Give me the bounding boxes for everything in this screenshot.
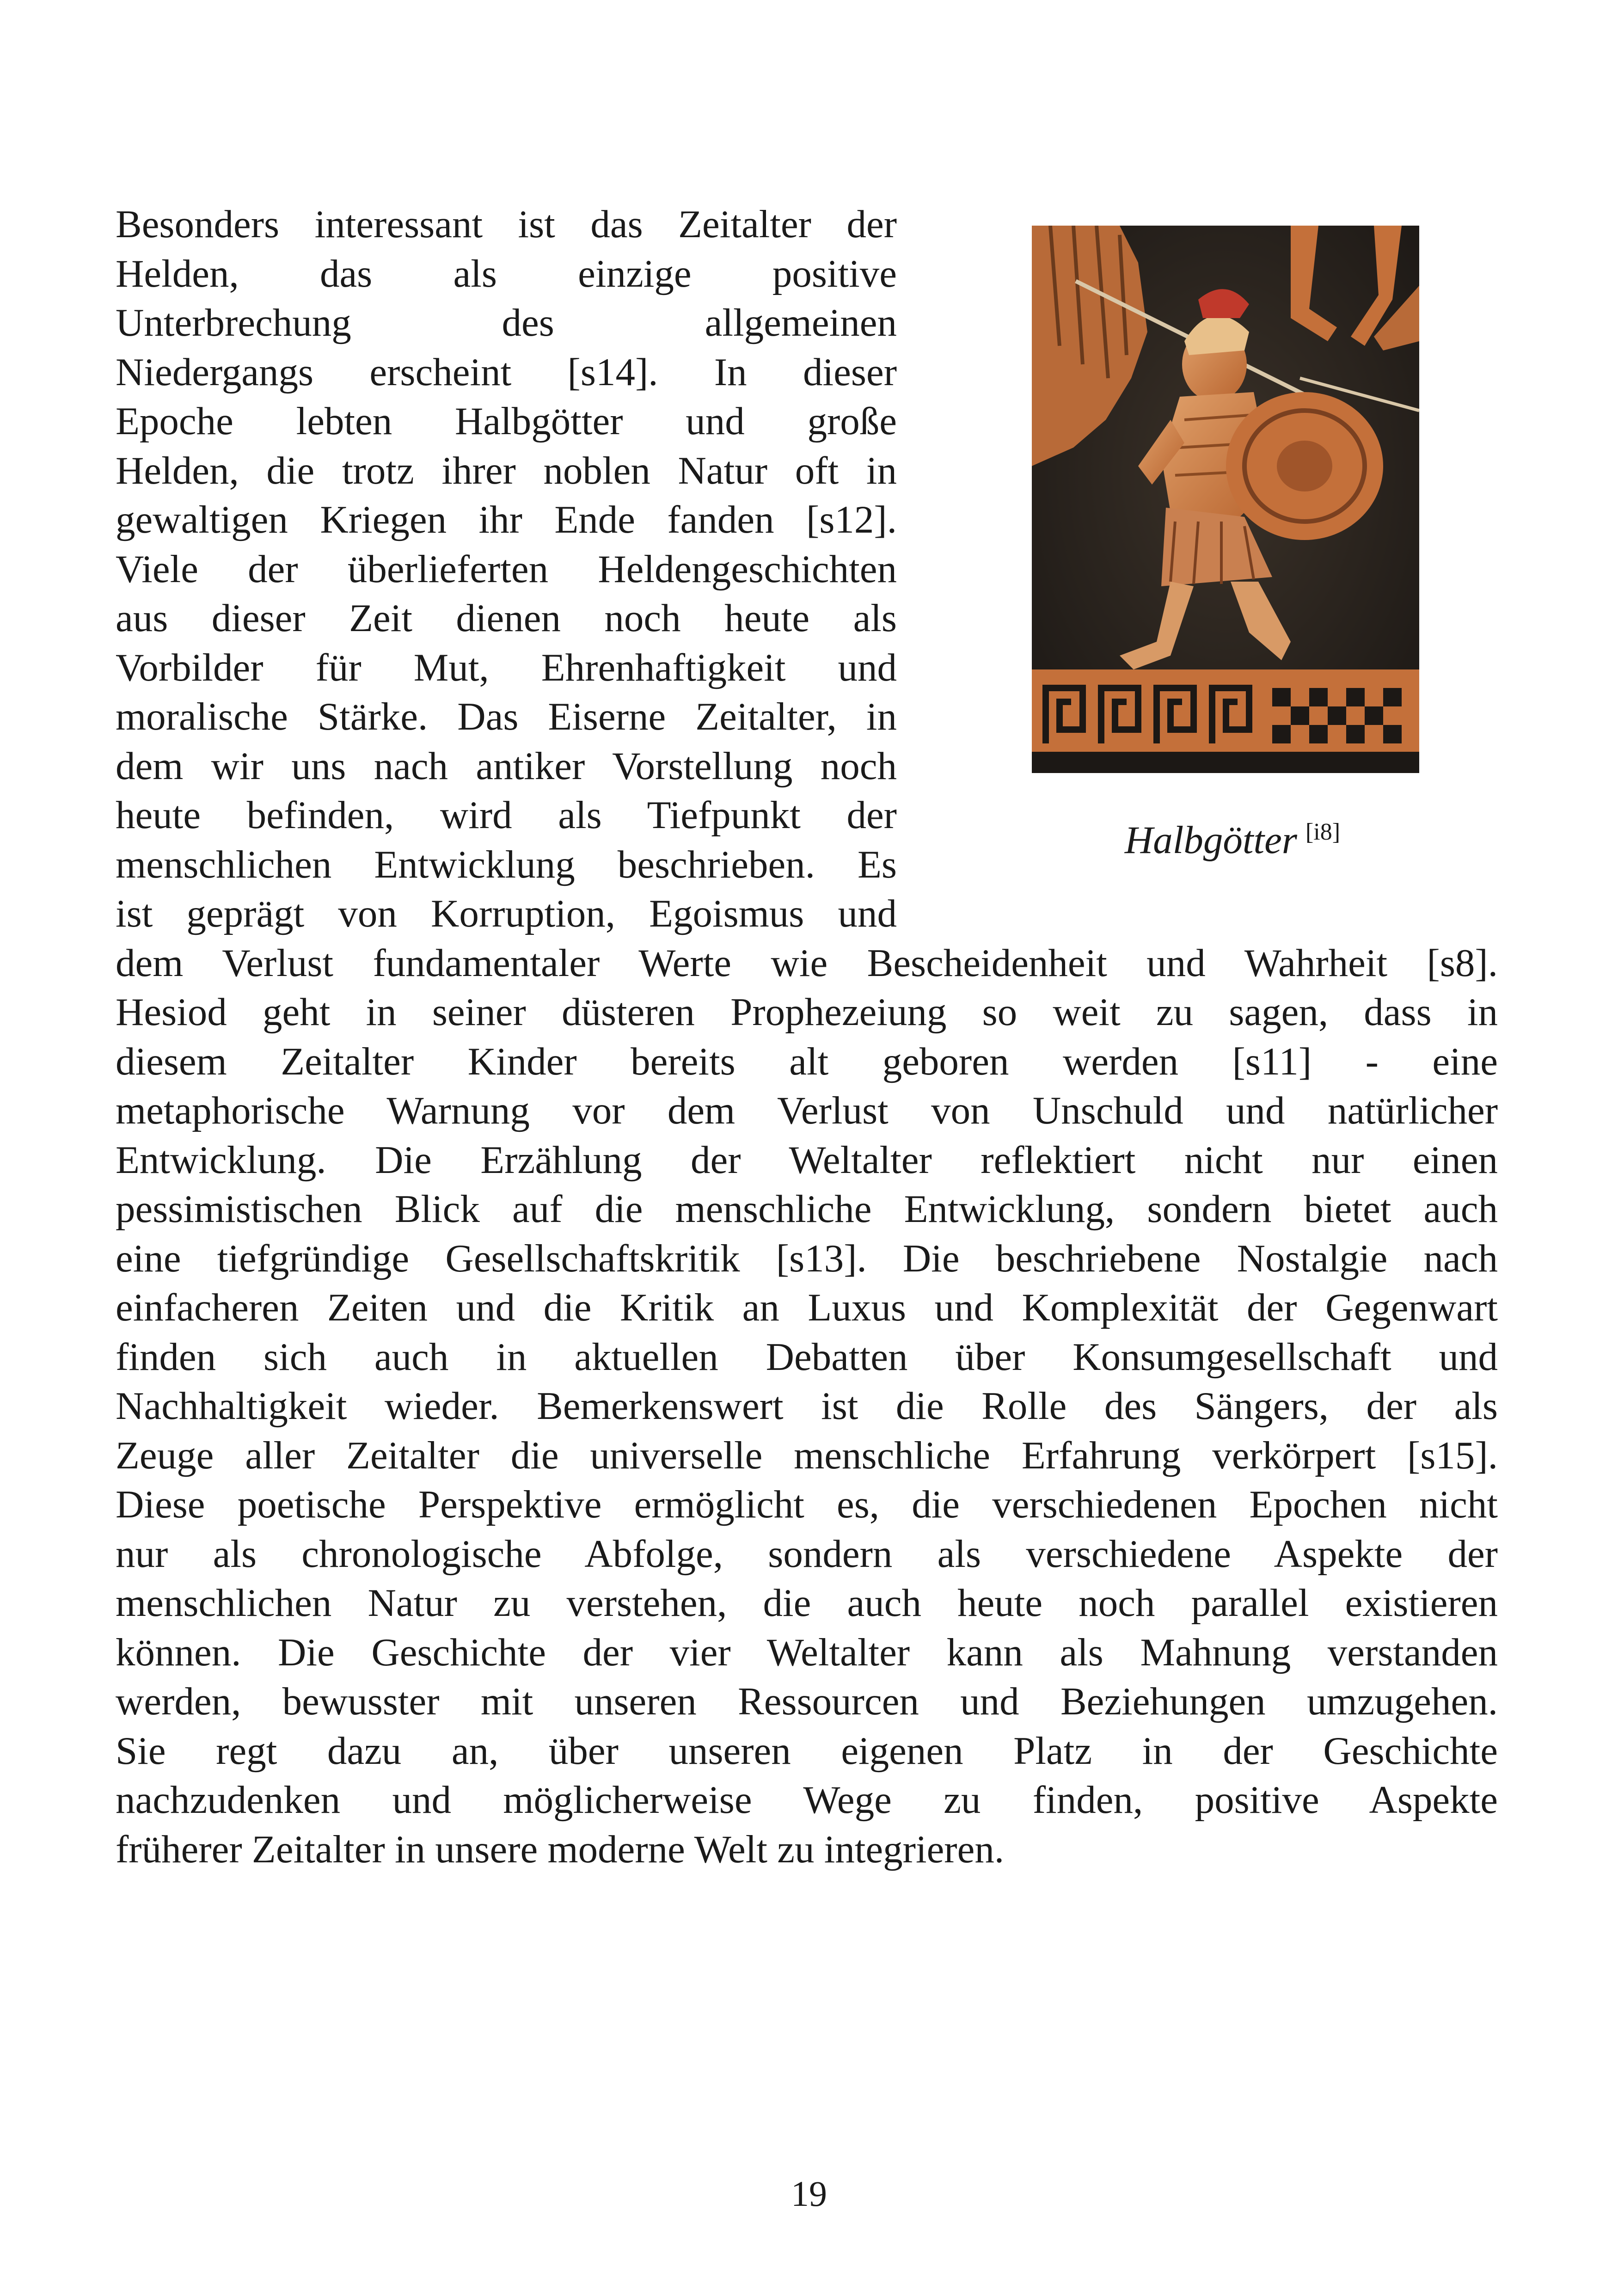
body-line: früherer Zeitalter in unsere moderne Welt zu integrieren. [116, 1827, 1005, 1871]
greek-vase-painting-warrior-icon [1032, 226, 1419, 773]
body-line: ist geprägt von Korruption, Egoismus und [116, 892, 897, 935]
body-line: moralische Stärke. Das Eiserne Zeitalter, in [116, 695, 897, 738]
body-line: Helden, das als einzige positive [116, 252, 897, 295]
caption-reference: [i8] [1305, 818, 1341, 845]
body-line: dem wir uns nach antiker Vorstellung noch [116, 744, 897, 788]
body-line: menschlichen Entwicklung beschrieben. Es [116, 842, 897, 886]
body-line: Zeuge aller Zeitalter die universelle menschliche Erfahrung verkörpert [s15]. [116, 1433, 1498, 1477]
body-line: nur als chronologische Abfolge, sondern als verschiedene Aspekte der [116, 1532, 1498, 1576]
body-line: Epoche lebten Halbgötter und große [116, 399, 897, 443]
body-line: Nachhaltigkeit wieder. Bemerkenswert ist die Rolle des Sängers, der als [116, 1384, 1498, 1428]
body-line: nachzudenken und möglicherweise Wege zu finden, positive Aspekte [116, 1778, 1498, 1822]
full-width-text [116, 939, 1498, 1874]
body-line: Besonders interessant ist das Zeitalter der [116, 203, 897, 246]
body-line: gewaltigen Kriegen ihr Ende fanden [s12]. [116, 498, 897, 541]
body-line: Vorbilder für Mut, Ehrenhaftigkeit und [116, 645, 897, 689]
body-line: Helden, die trotz ihrer noblen Natur oft in [116, 448, 897, 492]
figure [1032, 226, 1419, 863]
caption-text: Halbgötter [1124, 818, 1297, 862]
body-line: Diese poetische Perspektive ermöglicht es, die verschiedenen Epochen nicht [116, 1483, 1498, 1526]
body-line: Hesiod geht in seiner düsteren Prophezeiung so weit zu sagen, dass in [116, 990, 1498, 1034]
body-line: Entwicklung. Die Erzählung der Weltalter reflektiert nicht nur einen [116, 1138, 1498, 1182]
body-line: metaphorische Warnung vor dem Verlust von Unschuld und natürlicher [116, 1089, 1498, 1132]
wrapped-text-column [116, 200, 897, 939]
body-line: finden sich auch in aktuellen Debatten über Konsumgesellschaft und [116, 1335, 1498, 1379]
body-line: menschlichen Natur zu verstehen, die auch heute noch parallel existieren [116, 1581, 1498, 1625]
body-line: Unterbrechung des allgemeinen [116, 301, 897, 344]
figure-caption [1046, 817, 1419, 863]
body-line: werden, bewusster mit unseren Ressourcen und Beziehungen umzugehen. [116, 1680, 1498, 1723]
body-line: pessimistischen Blick auf die menschliche Entwicklung, sondern bietet auch [116, 1187, 1498, 1231]
body-line: eine tiefgründige Gesellschaftskritik [s13]. Die beschriebene Nostalgie nach [116, 1236, 1498, 1280]
body-line: diesem Zeitalter Kinder bereits alt geboren werden [s11] - eine [116, 1039, 1498, 1083]
body-line: Niedergangs erscheint [s14]. In dieser [116, 350, 897, 394]
body-line: können. Die Geschichte der vier Weltalter kann als Mahnung verstanden [116, 1630, 1498, 1674]
page-number: 19 [791, 2173, 827, 2214]
body-line: einfacheren Zeiten und die Kritik an Luxus und Komplexität der Gegenwart [116, 1286, 1498, 1329]
body-line: aus dieser Zeit dienen noch heute als [116, 596, 897, 640]
body-line: dem Verlust fundamentaler Werte wie Bescheidenheit und Wahrheit [s8]. [116, 941, 1498, 985]
body-line: heute befinden, wird als Tiefpunkt der [116, 793, 897, 837]
body-line: Viele der überlieferten Heldengeschichten [116, 547, 897, 591]
body-line: Sie regt dazu an, über unseren eigenen Platz in der Geschichte [116, 1729, 1498, 1773]
